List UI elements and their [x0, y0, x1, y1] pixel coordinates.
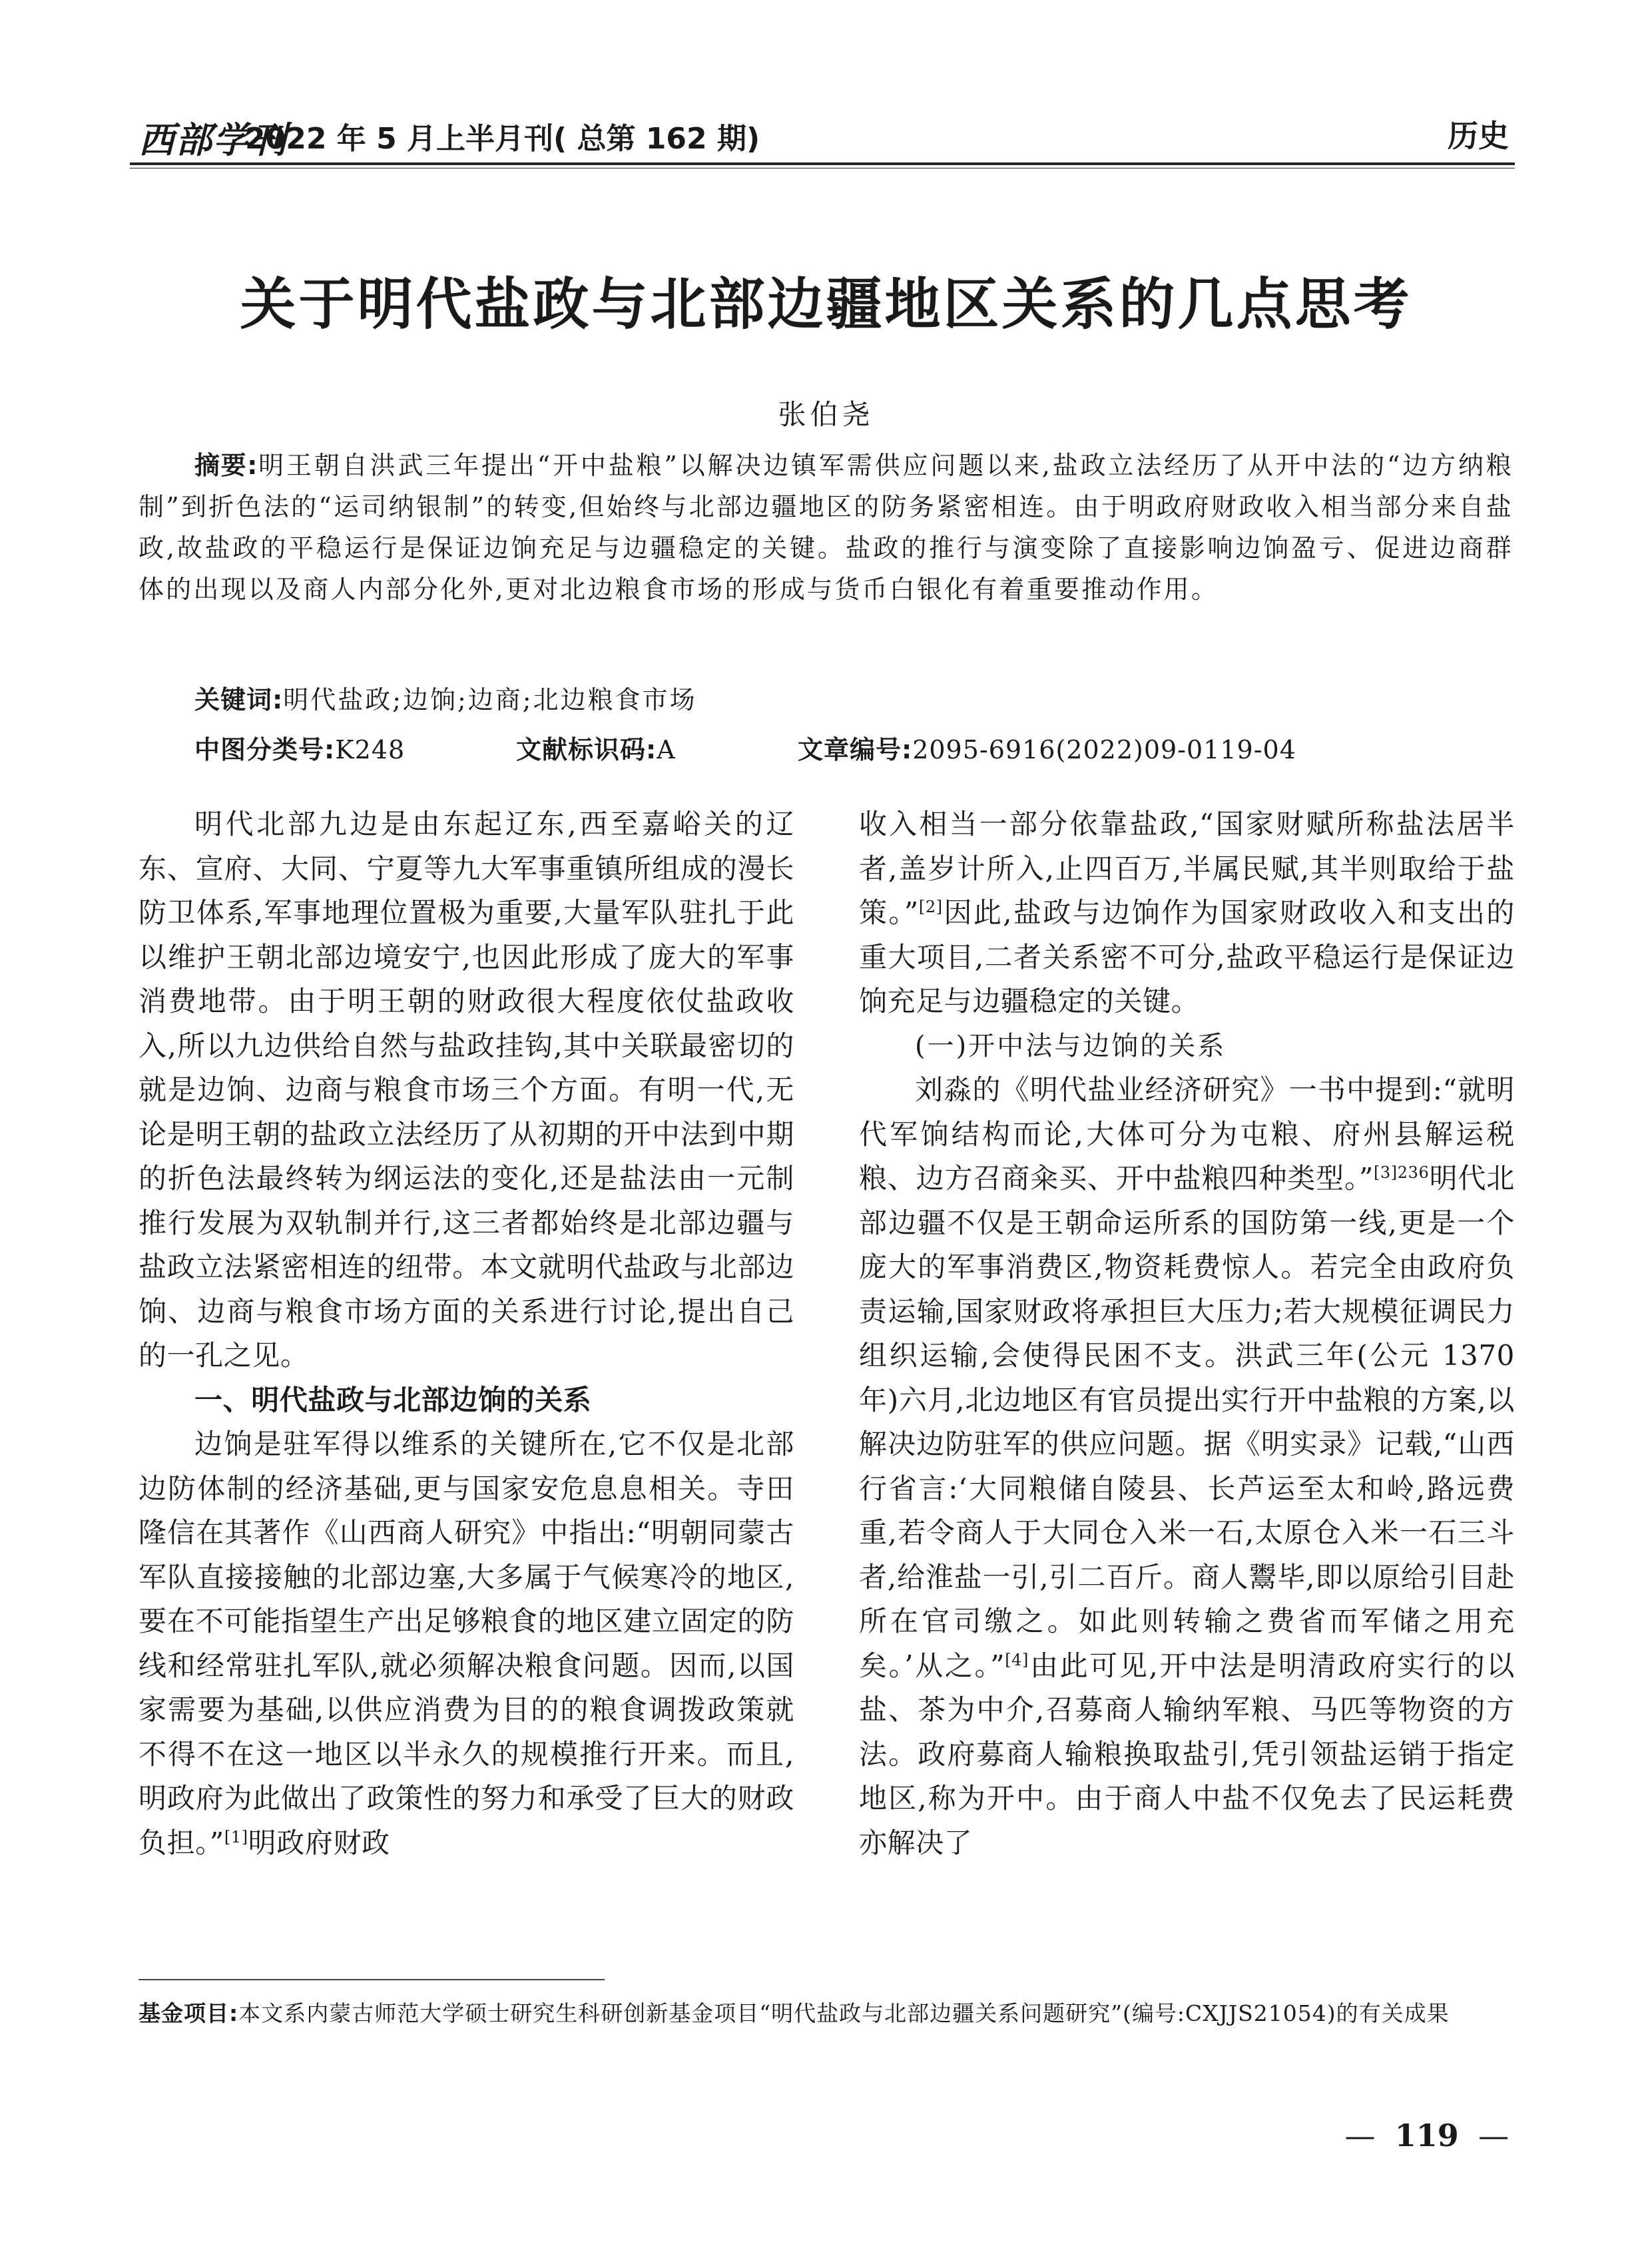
paragraph: 明代北部九边是由东起辽东,西至嘉峪关的辽东、宣府、大同、宁夏等九大军事重镇所组成的漫长防卫体系,军事地理位置极为重要,大量军队驻扎于此以维护王朝北部边境安宁,也因此形成了庞大的军事消费地带。由于明王朝的财政很大程度依仗盐政收入,所以九边供给自然与盐政挂钩,其中关联最密切的就是边饷、边商与粮食市场三个方面。有明一代,无论是明王朝的盐政立法经历了从初期的开中法到中期的折色法最终转为纲运法的变化,还是盐法由一元制推行发展为双轨制并行,这三者都始终是北部边疆与盐政立法紧密相连的纽带。本文就明代盐政与北部边饷、边商与粮食市场方面的关系进行讨论,提出自己的一孔之见。 — [138, 808, 794, 1372]
paragraph-text: 明政府财政 — [248, 1826, 390, 1859]
paragraph-text: 刘淼的《明代盐业经济研究》一书中提到:“就明代军饷结构而论,大体可分为屯粮、府州县解运税粮、边方召商籴买、开中盐粮四种类型。” — [859, 1073, 1515, 1195]
clc-label: 中图分类号: — [194, 735, 336, 764]
paragraph-text: 由此可见,开中法是明清政府实行的以盐、茶为中介,召募商人输纳军粮、马匹等物资的方法。政府募商人输粮换取盐引,凭引领盐运销于指定地区,称为开中。由于商人中盐不仅免去了民运耗费亦解决了 — [859, 1649, 1515, 1859]
section-category: 历史 — [1448, 118, 1509, 154]
funding-note — [138, 1994, 1514, 2033]
keywords-text: 明代盐政;边饷;边商;北边粮食市场 — [283, 685, 697, 714]
subsection-heading: (一)开中法与边饷的关系 — [915, 1030, 1227, 1061]
citation: [1] — [224, 1827, 248, 1846]
paragraph-text: 明代北部边疆不仅是王朝命运所系的国防第一线,更是一个庞大的军事消费区,物资耗费惊人。若完全由政府负责运输,国家财政将承担巨大压力;若大规模征调民力组织运输,会使得民困不支。洪武三年(公元 1370 年)六月,北边地区有官员提出实行开中盐粮的方案,以解决边防驻军的供应问题。据《明实录》记载,“山西行省言:‘大同粮储自陵县、长芦运至太和岭,路远费重,若令商人于大同仓入米一石,太原仓入米一石三斗者,给淮盐一引,引二百斤。商人鬻毕,即以原给引目赴所在官司缴之。如此则转输之费省而军储之用充矣。’从之。” — [859, 1162, 1515, 1682]
article-number-label: 文章编号: — [798, 735, 913, 764]
body-right-column — [859, 802, 1515, 1865]
doc-code-label: 文献标识码: — [516, 735, 657, 764]
citation: [2] — [918, 898, 943, 916]
body-left-column — [138, 802, 794, 1865]
issue-info: 2022 年 5 月上半月刊( 总第 162 期) — [245, 122, 760, 156]
header-rule-thick — [130, 162, 1515, 165]
paragraph-text: 因此,盐政与边饷作为国家财政收入和支出的重大项目,二者关系密不可分,盐政平稳运行是保证边饷充足与边疆稳定的关键。 — [859, 896, 1515, 1017]
citation: [3]236 — [1373, 1163, 1430, 1182]
paragraph-text: 收入相当一部分依靠盐政,“国家财赋所称盐法居半者,盖岁计所入,止四百万,半属民赋,其半则取给于盐策。” — [859, 808, 1515, 929]
article-title: 关于明代盐政与北部边疆地区关系的几点思考 — [240, 271, 1412, 337]
journal-logo: 西部学刊 — [138, 119, 288, 161]
funding-label: 基金项目: — [138, 2000, 239, 2026]
paragraph — [859, 1068, 1515, 1865]
paragraph — [138, 1422, 794, 1865]
abstract-label: 摘要: — [194, 451, 258, 480]
article-number — [798, 729, 1296, 766]
citation: [4] — [1005, 1650, 1029, 1669]
section-heading: 一、明代盐政与北部边饷的关系 — [194, 1383, 592, 1416]
page-number: — 119 — — [1344, 2117, 1509, 2153]
keywords — [194, 679, 697, 716]
keywords-label: 关键词: — [194, 685, 284, 714]
article-number-value: 2095-6916(2022)09-0119-04 — [912, 735, 1296, 764]
clc-value: K248 — [335, 735, 406, 764]
paragraph-text: 边饷是驻军得以维系的关键所在,它不仅是北部边防体制的经济基础,更与国家安危息息相关。寺田隆信在其著作《山西商人研究》中指出:“明朝同蒙古军队直接接触的北部边塞,大多属于气候寒冷的地区,要在不可能指望生产出足够粮食的地区建立固定的防线和经常驻扎军队,就必须解决粮食问题。因而,以国家需要为基础,以供应消费为目的的粮食调拨政策就不得不在这一地区以半永久的规模推行开来。而且,明政府为此做出了政策性的努力和承受了巨大的财政负担。” — [138, 1428, 794, 1859]
page-number-value: 119 — [1394, 2117, 1459, 2153]
clc-number — [194, 729, 405, 766]
article-author: 张伯尧 — [778, 398, 874, 431]
footnote-rule — [138, 1979, 605, 1980]
abstract — [138, 445, 1514, 610]
doc-code-value: A — [657, 735, 676, 764]
paragraph — [859, 802, 1515, 1024]
funding-text: 本文系内蒙古师范大学硕士研究生科研创新基金项目“明代盐政与北部边疆关系问题研究”(编号:CXJJS21054)的有关成果 — [238, 2000, 1450, 2026]
abstract-text: 明王朝自洪武三年提出“开中盐粮”以解决边镇军需供应问题以来,盐政立法经历了从开中法的“边方纳粮制”到折色法的“运司纳银制”的转变,但始终与北部边疆地区的防务紧密相连。由于明政府财政收入相当部分来自盐政,故盐政的平稳运行是保证边饷充足与边疆稳定的关键。盐政的推行与演变除了直接影响边饷盈亏、促进边商群体的出现以及商人内部分化外,更对北边粮食市场的形成与货币白银化有着重要推动作用。 — [138, 451, 1514, 604]
doc-code — [516, 729, 676, 766]
